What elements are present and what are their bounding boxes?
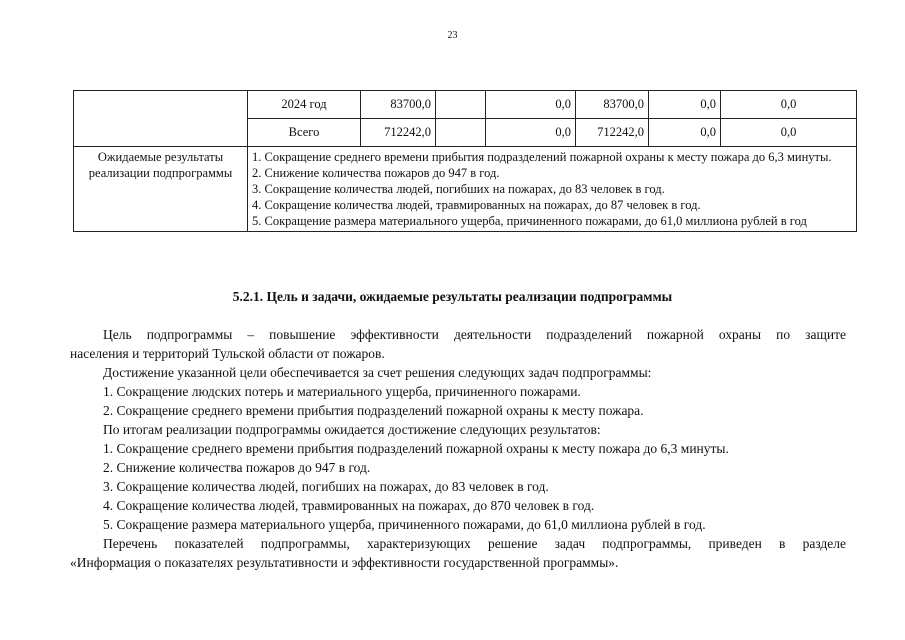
table-row-results (74, 147, 857, 232)
section-heading: 5.2.1. Цель и задачи, ожидаемые результаты реализации подпрограммы (232, 289, 673, 304)
results-item: 1. Сокращение среднего времени прибытия подразделений пожарной охраны к месту пожара до 6,3 минуты. (252, 150, 832, 164)
results-cell (248, 147, 857, 232)
task-item: 2. Сокращение среднего времени прибытия подразделений пожарной охраны к месту пожара. (103, 403, 644, 418)
goal-paragraph-line2: населения и территорий Тульской области от пожаров. (70, 346, 385, 361)
value-cell: 0,0 (721, 119, 857, 147)
body-text (70, 325, 846, 572)
expected-item: 4. Сокращение количества людей, травмированных на пожарах, до 870 человек в год. (103, 498, 595, 513)
expected-item: 5. Сокращение размера материального ущерба, причиненного пожарами, до 61,0 миллиона рублей в год. (103, 517, 706, 532)
results-item: 3. Сокращение количества людей, погибших на пожарах, до 83 человек в год. (252, 182, 665, 196)
results-item: 5. Сокращение размера материального ущерба, причиненного пожарами, до 61,0 миллиона рублей в год (252, 214, 807, 228)
results-label: Ожидаемые результаты реализации подпрограммы (74, 147, 248, 232)
expected-item: 1. Сокращение среднего времени прибытия подразделений пожарной охраны к месту пожара до 6,3 минуты. (103, 441, 729, 456)
value-cell: 83700,0 (576, 91, 649, 119)
task-item: 1. Сокращение людских потерь и материального ущерба, причиненного пожарами. (103, 384, 581, 399)
expected-intro: По итогам реализации подпрограммы ожидается достижение следующих результатов: (103, 422, 601, 437)
empty-cell (436, 119, 486, 147)
value-cell: 0,0 (721, 91, 857, 119)
results-item: 2. Снижение количества пожаров до 947 в год. (252, 166, 500, 180)
value-cell: 712242,0 (576, 119, 649, 147)
empty-label-cell (74, 91, 248, 147)
expected-item: 3. Сокращение количества людей, погибших на пожарах, до 83 человек в год. (103, 479, 549, 494)
year-cell: 2024 год (248, 91, 361, 119)
year-cell: Всего (248, 119, 361, 147)
program-table (73, 90, 857, 232)
achievement-intro: Достижение указанной цели обеспечивается за счет решения следующих задач подпрограммы: (103, 365, 652, 380)
list-paragraph-line2: «Информация о показателях результативности и эффективности государственной программы». (70, 555, 619, 570)
results-item: 4. Сокращение количества людей, травмированных на пожарах, до 87 человек в год. (252, 198, 701, 212)
value-cell: 0,0 (486, 119, 576, 147)
list-paragraph-line1: Перечень показателей подпрограммы, характеризующих решение задач подпрограммы, приведен в разделе (103, 536, 846, 551)
goal-paragraph-line1: Цель подпрограммы – повышение эффективности деятельности подразделений пожарной охраны по защите (103, 327, 846, 342)
page-number: 23 (447, 30, 458, 41)
total-cell: 83700,0 (361, 91, 436, 119)
table-row-2024 (74, 91, 857, 119)
empty-cell (436, 91, 486, 119)
value-cell: 0,0 (649, 91, 721, 119)
value-cell: 0,0 (649, 119, 721, 147)
expected-item: 2. Снижение количества пожаров до 947 в год. (103, 460, 371, 475)
total-cell: 712242,0 (361, 119, 436, 147)
value-cell: 0,0 (486, 91, 576, 119)
